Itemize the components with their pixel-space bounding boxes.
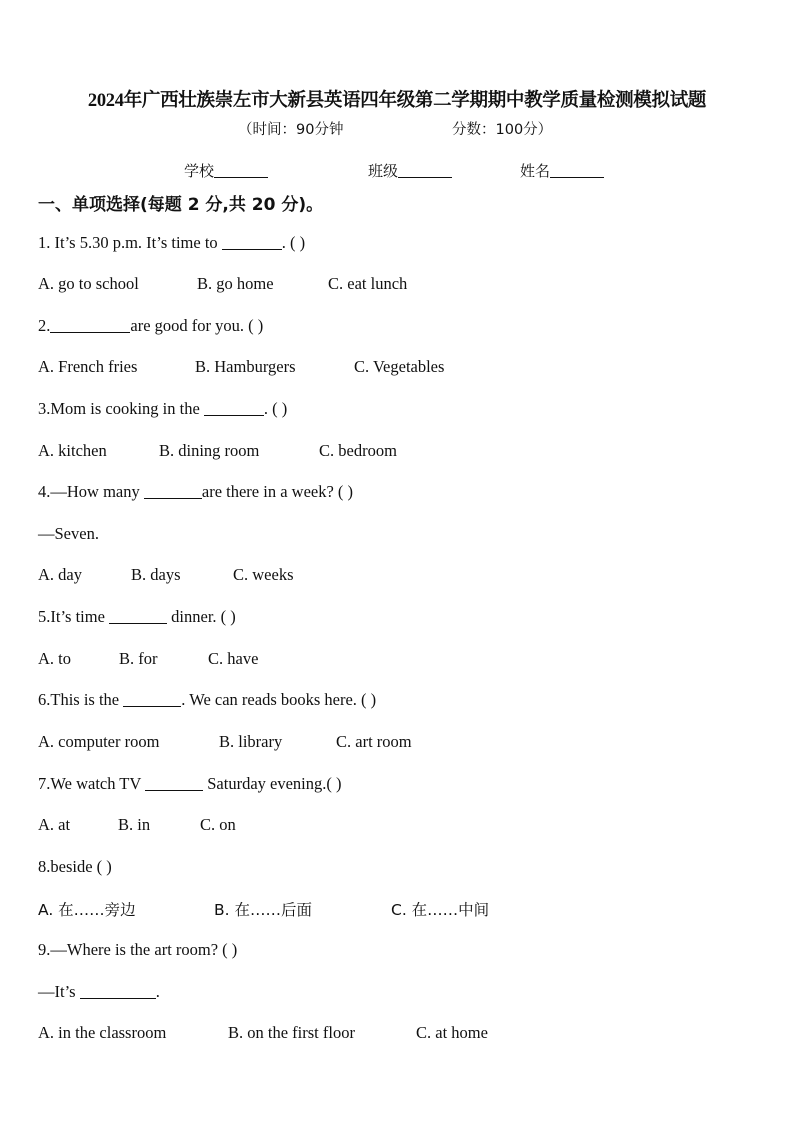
question-text: 8.beside ( ) xyxy=(38,857,112,876)
question-text: 4.—How many xyxy=(38,482,144,501)
option-c[interactable]: C. 在……中间 xyxy=(391,901,490,919)
option-c[interactable]: C. have xyxy=(208,649,259,668)
question-text: 9.—Where is the art room? ( ) xyxy=(38,940,238,959)
question-6 xyxy=(38,690,376,710)
option-b[interactable]: B. on the first floor xyxy=(228,1023,355,1042)
school-label: 学校 xyxy=(184,162,215,180)
option-b[interactable]: B. library xyxy=(219,732,283,751)
options-8 xyxy=(38,898,738,920)
option-b[interactable]: B. in xyxy=(118,815,151,834)
school-field xyxy=(184,160,268,181)
exam-title: 2024年广西壮族崇左市大新县英语四年级第二学期期中教学质量检测模拟试题 xyxy=(87,91,707,111)
option-b[interactable]: B. 在……后面 xyxy=(214,901,312,919)
question-text: are good for you. ( ) xyxy=(130,316,264,335)
answer-blank[interactable] xyxy=(204,401,264,416)
options-4 xyxy=(38,565,738,587)
question-4 xyxy=(38,482,353,502)
option-a[interactable]: A. day xyxy=(38,565,82,584)
name-blank[interactable] xyxy=(550,163,604,178)
option-c[interactable]: C. Vegetables xyxy=(354,357,445,376)
question-text: are there in a week? ( ) xyxy=(201,482,354,501)
question-text: 2. xyxy=(38,316,51,335)
answer-blank[interactable] xyxy=(145,776,203,791)
answer-blank[interactable] xyxy=(50,318,130,333)
answer-blank[interactable] xyxy=(144,484,202,499)
option-a[interactable]: A. French fries xyxy=(38,357,138,376)
options-2 xyxy=(38,357,738,379)
options-5 xyxy=(38,649,738,671)
question-text: 6.This is the xyxy=(38,690,124,709)
question-1 xyxy=(38,233,305,253)
option-c[interactable]: C. bedroom xyxy=(319,441,397,460)
option-b[interactable]: B. days xyxy=(131,565,181,584)
exam-time: （时间：90分钟 xyxy=(238,122,344,138)
option-a[interactable]: A. to xyxy=(38,649,71,668)
class-field xyxy=(368,160,452,181)
question-text: 3.Mom is cooking in the xyxy=(38,399,204,418)
exam-score: 分数：100分） xyxy=(452,122,553,138)
options-9 xyxy=(38,1023,738,1045)
answer-blank[interactable] xyxy=(123,692,181,707)
options-6 xyxy=(38,732,738,754)
option-b[interactable]: B. for xyxy=(119,649,158,668)
options-7 xyxy=(38,815,738,837)
option-a[interactable]: A. at xyxy=(38,815,71,834)
question-8 xyxy=(38,857,112,877)
option-a[interactable]: A. 在……旁边 xyxy=(38,901,136,919)
name-field xyxy=(520,160,604,181)
question-5 xyxy=(38,607,236,627)
question-text: . ( ) xyxy=(263,399,288,418)
answer-text: —It’s xyxy=(38,982,80,1001)
section-heading: 一、单项选择(每题 2 分,共 20 分)。 xyxy=(38,195,324,215)
answer-blank[interactable] xyxy=(80,984,156,999)
option-c[interactable]: C. art room xyxy=(336,732,412,751)
name-label: 姓名 xyxy=(520,162,551,180)
option-c[interactable]: C. weeks xyxy=(233,565,294,584)
question-text: 7.We watch TV xyxy=(38,774,146,793)
answer-blank[interactable] xyxy=(222,235,282,250)
question-text: Saturday evening.( ) xyxy=(203,774,342,793)
answer-9 xyxy=(38,982,160,1002)
question-7 xyxy=(38,774,342,794)
question-2 xyxy=(38,316,263,336)
class-label: 班级 xyxy=(368,162,399,180)
question-9 xyxy=(38,940,237,960)
options-1 xyxy=(38,274,738,296)
option-a[interactable]: A. in the classroom xyxy=(38,1023,167,1042)
question-text: 5.It’s time xyxy=(38,607,110,626)
option-a[interactable]: A. kitchen xyxy=(38,441,107,460)
option-b[interactable]: B. go home xyxy=(197,274,274,293)
question-text: . We can reads books here. ( ) xyxy=(181,690,377,709)
school-blank[interactable] xyxy=(214,163,268,178)
question-3 xyxy=(38,399,287,419)
option-c[interactable]: C. on xyxy=(200,815,236,834)
question-text: 1. It’s 5.30 p.m. It’s time to xyxy=(38,233,222,252)
option-b[interactable]: B. Hamburgers xyxy=(195,357,296,376)
question-text: . ( ) xyxy=(281,233,306,252)
option-a[interactable]: A. computer room xyxy=(38,732,160,751)
option-a[interactable]: A. go to school xyxy=(38,274,139,293)
options-3 xyxy=(38,441,738,463)
class-blank[interactable] xyxy=(398,163,452,178)
answer-text: . xyxy=(155,982,160,1001)
option-c[interactable]: C. at home xyxy=(416,1023,488,1042)
question-text: dinner. ( ) xyxy=(167,607,236,626)
answer-4: —Seven. xyxy=(38,524,99,543)
option-c[interactable]: C. eat lunch xyxy=(328,274,408,293)
option-b[interactable]: B. dining room xyxy=(159,441,260,460)
answer-blank[interactable] xyxy=(109,609,167,624)
